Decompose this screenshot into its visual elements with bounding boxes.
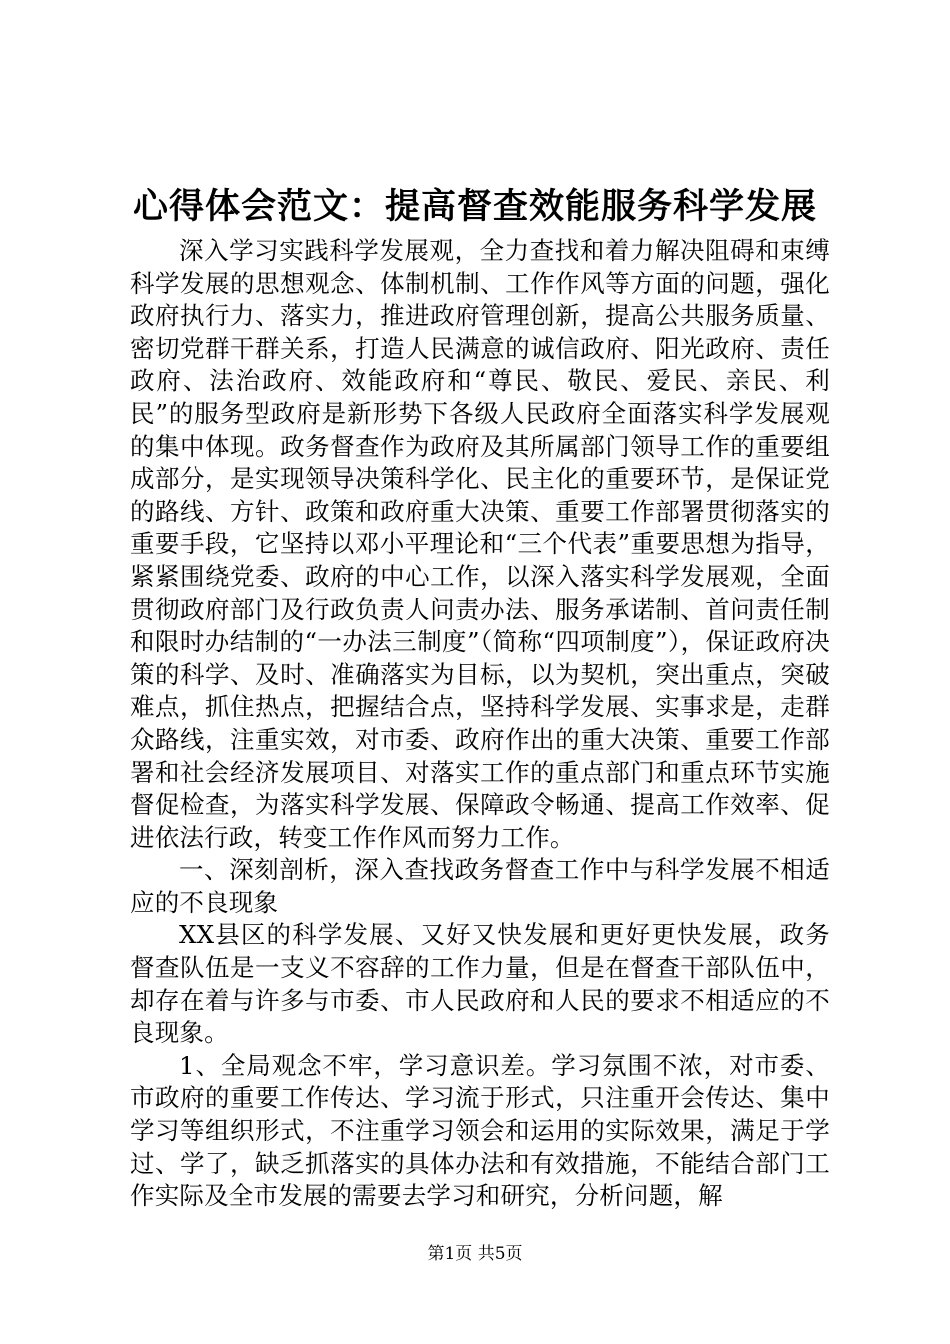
document-body	[130, 235, 830, 1213]
page-number-footer: 第1页 共5页	[427, 1244, 523, 1264]
paragraph-point-1: 1、全局观念不牢，学习意识差。学习氛围不浓，对市委、市政府的重要工作传达、学习流于形式，只注重开会传达、集中学习等组织形式，不注重学习领会和运用的实际效果，满足于学过、学了，缺乏抓落实的具体办法和有效措施，不能结合部门工作实际及全市发展的需要去学习和研究，分析问题，解	[130, 1050, 830, 1211]
document-title: 心得体会范文：提高督查效能服务科学发展	[132, 186, 817, 227]
paragraph-intro: 深入学习实践科学发展观，全力查找和着力解决阻碍和束缚科学发展的思想观念、体制机制、工作作风等方面的问题，强化政府执行力、落实力，推进政府管理创新，提高公共服务质量、密切党群干群关系，打造人民满意的诚信政府、阳光政府、责任政府、法治政府、效能政府和“尊民、敬民、爱民、亲民、利民”的服务型政府是新形势下各级人民政府全面落实科学发展观的集中体现。政务督查作为政府及其所属部门领导工作的重要组成部分，是实现领导决策科学化、民主化的重要环节，是保证党的路线、方针、政策和政府重大决策、重要工作部署贯彻落实的重要手段，它坚持以邓小平理论和“三个代表”重要思想为指导，紧紧围绕党委、政府的中心工作，以深入落实科学发展观，全面贯彻政府部门及行政负责人问责办法、服务承诺制、首问责任制和限时办结制的“一办法三制度”（简称“四项制度”），保证政府决策的科学、及时、准确落实为目标，以为契机，突出重点，突破难点，抓住热点，把握结合点，坚持科学发展、实事求是，走群众路线，注重实效，对市委、政府作出的重大决策、重要工作部署和社会经济发展项目、对落实工作的重点部门和重点环节实施督促检查，为落实科学发展、保障政令畅通、提高工作效率、促进依法行政，转变工作作风而努力工作。	[130, 236, 830, 852]
paragraph-county: XX县区的科学发展、又好又快发展和更好更快发展，政务督查队伍是一支义不容辞的工作力量，但是在督查干部队伍中，却存在着与许多与市委、市人民政府和人民的要求不相适应的不良现象。	[130, 920, 830, 1048]
paragraph-section-heading: 一、深刻剖析，深入查找政务督查工作中与科学发展不相适应的不良现象	[130, 855, 830, 917]
